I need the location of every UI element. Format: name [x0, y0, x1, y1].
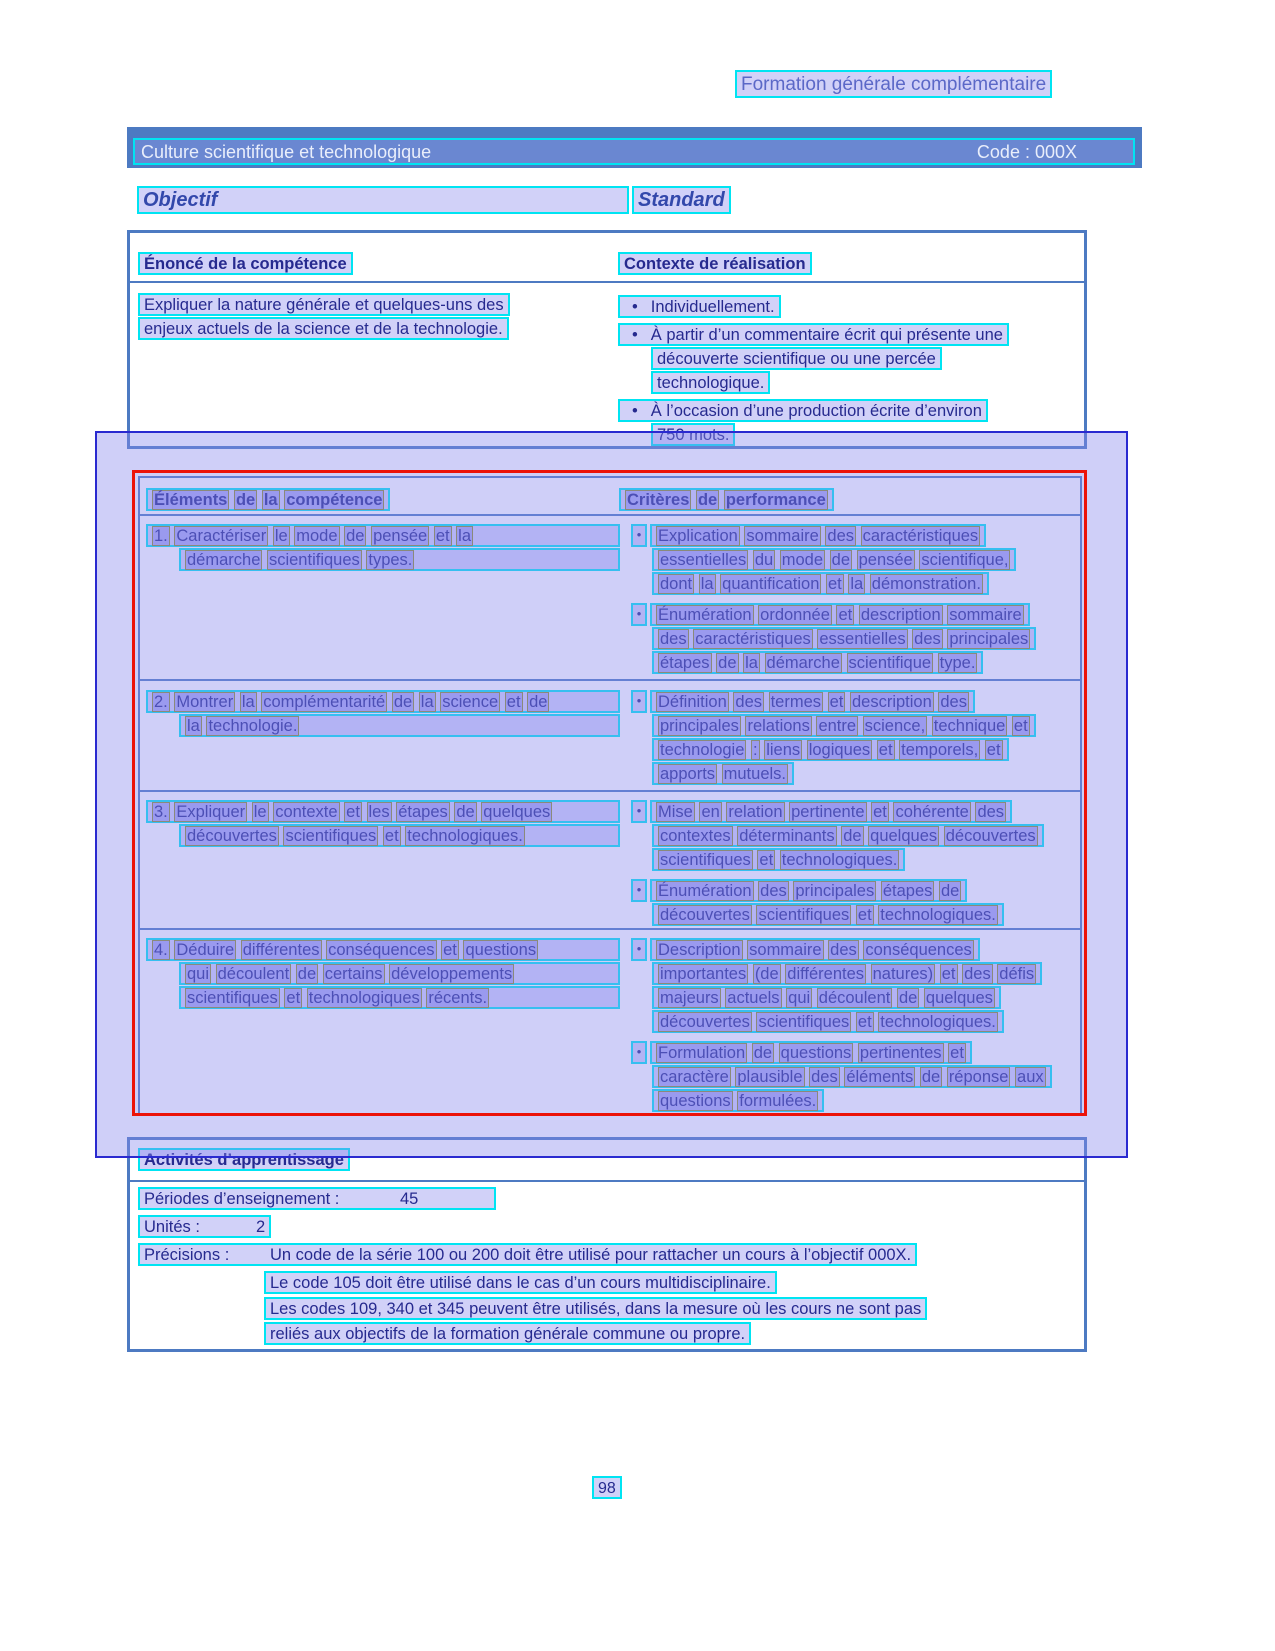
word-annotation-box: en	[701, 803, 720, 821]
word-annotation-box: mode	[296, 527, 338, 545]
word-annotation-box: caractère	[660, 1068, 729, 1086]
word-annotation-box: scientifiques	[758, 906, 850, 924]
bullet-item	[618, 399, 1009, 447]
text-line	[146, 524, 620, 547]
header-separator	[130, 1180, 1084, 1182]
word-annotation-box: différentes	[787, 965, 865, 983]
unites-value: 2	[256, 1218, 266, 1236]
word-annotation-box: de	[235, 491, 256, 509]
precisions-line: reliés aux objectifs de la formation générale commune ou propre.	[264, 1322, 751, 1345]
text-line	[652, 962, 1042, 985]
text-line	[146, 690, 620, 713]
standard-heading: Standard	[632, 186, 731, 214]
word-annotation-box: majeurs	[660, 989, 719, 1007]
text-line	[650, 603, 1030, 626]
bullet-item	[619, 524, 1036, 596]
criteres-cell	[619, 800, 1044, 927]
word-annotation-box: relations	[747, 717, 810, 735]
word-annotation-box: éléments	[846, 1068, 914, 1086]
word-annotation-box: actuels	[727, 989, 780, 1007]
text-line	[652, 548, 1016, 571]
text-line	[650, 938, 980, 961]
text-line	[179, 962, 620, 985]
word-annotation-box: quelques	[483, 803, 551, 821]
word-annotation-box: importantes	[660, 965, 747, 983]
word-annotation-box: scientifique,	[921, 551, 1009, 569]
word-annotation-box: Formulation	[658, 1044, 746, 1062]
criteres-cell	[619, 524, 1036, 675]
word-annotation-box: pensée	[373, 527, 428, 545]
word-annotation-box: découlent	[217, 965, 290, 983]
word-annotation-box: et	[1013, 717, 1028, 735]
word-annotation-box: quantification	[722, 575, 820, 593]
word-annotation-box: technologiques.	[407, 827, 523, 845]
word-annotation-box: la	[241, 693, 255, 711]
word-annotation-box: 2.	[154, 693, 168, 711]
word-annotation-box: sommaire	[746, 527, 819, 545]
bullet-dot: •	[631, 1041, 647, 1064]
word-annotation-box: technologiques.	[781, 851, 898, 869]
word-annotation-box: des	[830, 941, 857, 959]
word-annotation-box: des	[827, 527, 855, 545]
word-annotation-box: 4.	[154, 941, 168, 959]
word-annotation-box: qui	[187, 965, 210, 983]
word-annotation-box: des	[660, 630, 687, 648]
word-annotation-box: la	[263, 491, 278, 509]
text-line	[652, 1065, 1052, 1088]
word-annotation-box: mode	[781, 551, 824, 569]
word-annotation-box: différentes	[242, 941, 320, 959]
text-line	[650, 524, 986, 547]
word-annotation-box: scientifiques	[187, 989, 278, 1007]
page-number-text: 98	[592, 1476, 622, 1499]
word-annotation-box: 1.	[154, 527, 168, 545]
word-annotation-box: technologie	[660, 741, 745, 759]
word-annotation-box: des	[940, 693, 967, 711]
word-annotation-box: scientifique	[848, 654, 932, 672]
word-annotation-box: du	[754, 551, 774, 569]
text-line	[652, 1010, 1004, 1033]
word-annotation-box: termes	[770, 693, 822, 711]
word-annotation-box: de	[898, 989, 918, 1007]
word-annotation-box: description	[851, 693, 932, 711]
text-line: • Individuellement.	[618, 295, 781, 318]
word-annotation-box: entre	[818, 717, 857, 735]
word-annotation-box: quelques	[870, 827, 938, 845]
row-separator	[140, 790, 1080, 792]
text-line	[652, 762, 794, 785]
word-annotation-box: et	[384, 827, 399, 845]
word-annotation-box: 3.	[154, 803, 168, 821]
word-annotation-box: technologie.	[208, 717, 298, 735]
running-header-text: Formation générale complémentaire	[735, 70, 1052, 98]
periodes-value: 45	[400, 1190, 419, 1208]
word-annotation-box: de	[921, 1068, 941, 1086]
course-title: Culture scientifique et technologique	[141, 142, 432, 162]
word-annotation-box: et	[857, 1013, 872, 1031]
word-annotation-box: de	[393, 693, 413, 711]
activites-table	[127, 1137, 1087, 1352]
bullet-item	[619, 690, 1036, 786]
word-annotation-box: types.	[368, 551, 413, 569]
word-annotation-box: de	[529, 693, 548, 711]
column-header-contexte: Contexte de réalisation	[618, 252, 812, 275]
word-annotation-box: technologiques	[308, 989, 420, 1007]
word-annotation-box: caractéristiques	[695, 630, 811, 648]
word-annotation-box: essentielles	[660, 551, 747, 569]
page-number	[592, 1476, 622, 1499]
word-annotation-box: technique	[933, 717, 1006, 735]
elements-criteres-table	[138, 476, 1082, 1116]
element-cell	[146, 524, 620, 572]
text-line	[652, 1089, 824, 1112]
word-annotation-box: des	[811, 1068, 838, 1086]
word-annotation-box: science	[442, 693, 499, 711]
word-annotation-box: et	[443, 941, 457, 959]
word-annotation-box: Critères	[627, 491, 690, 509]
bullet-item	[619, 603, 1036, 675]
word-annotation-box: relation	[728, 803, 783, 821]
word-annotation-box: dont	[660, 575, 693, 593]
bullet-dot: •	[631, 603, 647, 626]
word-annotation-box: Définition	[658, 693, 727, 711]
text-line	[652, 824, 1044, 847]
word-annotation-box: Déduire	[176, 941, 235, 959]
precisions-line: Le code 105 doit être utilisé dans le cas d’un cours multidisciplinaire.	[264, 1271, 777, 1294]
word-annotation-box: de	[940, 882, 960, 900]
word-annotation-box: complémentarité	[263, 693, 386, 711]
word-annotation-box: des	[964, 965, 991, 983]
word-annotation-box: Caractériser	[176, 527, 267, 545]
bullet-item	[619, 1041, 1052, 1113]
word-annotation-box: Description	[658, 941, 741, 959]
word-annotation-box: et	[828, 575, 842, 593]
objectif-standard-row	[137, 186, 725, 214]
word-annotation-box: performance	[725, 491, 826, 509]
word-annotation-box: pensée	[858, 551, 913, 569]
word-annotation-box: découvertes	[660, 906, 750, 924]
word-annotation-box: de	[297, 965, 317, 983]
word-annotation-box: description	[860, 606, 941, 624]
word-annotation-box: la	[187, 717, 200, 735]
word-annotation-box: questions	[780, 1044, 852, 1062]
word-annotation-box: logiques	[808, 741, 871, 759]
bullet-item	[619, 938, 1052, 1034]
header-separator	[130, 281, 1084, 283]
word-annotation-box: récents.	[428, 989, 488, 1007]
word-annotation-box: principales	[949, 630, 1029, 648]
precisions-label: Précisions :	[144, 1246, 230, 1264]
word-annotation-box: étapes	[882, 882, 933, 900]
column-header-elements	[146, 488, 390, 511]
activites-header: Activités d’apprentissage	[138, 1148, 350, 1171]
text-line	[650, 1041, 972, 1064]
word-annotation-box: scientifiques	[660, 851, 751, 869]
bullet-dot: •	[631, 879, 647, 902]
word-annotation-box: et	[950, 1044, 964, 1062]
element-cell	[146, 938, 620, 1010]
word-annotation-box: de	[753, 1044, 773, 1062]
word-annotation-box: réponse	[948, 1068, 1009, 1086]
word-annotation-box: pertinente	[791, 803, 865, 821]
word-annotation-box: type.	[939, 654, 976, 672]
word-annotation-box: la	[700, 575, 714, 593]
word-annotation-box: la	[458, 527, 472, 545]
word-annotation-box: de	[831, 551, 850, 569]
criteres-cell	[619, 690, 1036, 786]
word-annotation-box: démarche	[187, 551, 261, 569]
word-annotation-box: caractéristiques	[862, 527, 979, 545]
word-annotation-box: science,	[864, 717, 926, 735]
word-annotation-box: conséquences	[865, 941, 972, 959]
word-annotation-box: ordonnée	[760, 606, 830, 624]
row-separator	[140, 679, 1080, 681]
competence-context-table	[127, 230, 1087, 449]
bullet-dot: •	[631, 690, 647, 713]
word-annotation-box: Éléments	[154, 491, 228, 509]
word-annotation-box: de	[346, 527, 365, 545]
word-annotation-box: Mise	[658, 803, 693, 821]
criteres-cell	[619, 938, 1052, 1113]
text-line: Expliquer la nature générale et quelques-uns des	[138, 293, 510, 316]
word-annotation-box: principales	[660, 717, 739, 735]
word-annotation-box: développements	[391, 965, 513, 983]
text-line	[179, 824, 620, 847]
word-annotation-box: Explication	[658, 527, 738, 545]
word-annotation-box: mutuels.	[723, 765, 786, 783]
activites-body	[138, 1187, 927, 1348]
word-annotation-box: des	[760, 882, 787, 900]
bullet-item	[618, 323, 1009, 395]
row-separator	[140, 928, 1080, 930]
word-annotation-box: aux	[1017, 1068, 1044, 1086]
word-annotation-box: scientifiques	[285, 827, 377, 845]
column-header-criteres	[619, 488, 834, 511]
element-cell	[146, 690, 620, 738]
word-annotation-box: principales	[795, 882, 875, 900]
word-annotation-box: et	[346, 803, 360, 821]
text-line	[652, 572, 989, 595]
word-annotation-box: des	[977, 803, 1005, 821]
text-line	[179, 714, 620, 737]
word-annotation-box: contextes	[660, 827, 731, 845]
word-annotation-box: technologiques.	[880, 1013, 996, 1031]
word-annotation-box: contexte	[275, 803, 338, 821]
word-annotation-box: certains	[324, 965, 383, 983]
text-line	[650, 690, 975, 713]
course-code: Code : 000X	[976, 142, 1077, 162]
title-band	[127, 127, 1142, 168]
word-annotation-box: technologiques.	[880, 906, 996, 924]
word-annotation-box: formulées.	[739, 1092, 817, 1110]
text-line	[146, 800, 620, 823]
word-annotation-box: le	[274, 527, 288, 545]
word-annotation-box: quelques	[925, 989, 993, 1007]
word-annotation-box: et	[435, 527, 450, 545]
word-annotation-box: temporels,	[901, 741, 979, 759]
word-annotation-box: et	[857, 906, 872, 924]
word-annotation-box: et	[829, 693, 844, 711]
word-annotation-box: plausible	[737, 1068, 803, 1086]
column-header-enonce: Énoncé de la compétence	[138, 252, 353, 275]
word-annotation-box: :	[753, 741, 758, 759]
text-line: • À partir d’un commentaire écrit qui présente une	[618, 323, 1009, 346]
unites-line	[138, 1215, 271, 1238]
bullet-dot: •	[631, 524, 647, 547]
text-line	[650, 879, 967, 902]
title-band-highlight-box	[133, 138, 1135, 165]
word-annotation-box: et	[878, 741, 893, 759]
word-annotation-box: et	[986, 741, 1001, 759]
text-line	[652, 627, 1036, 650]
word-annotation-box: essentielles	[819, 630, 906, 648]
word-annotation-box: (de	[754, 965, 779, 983]
bullet-dot: •	[631, 800, 647, 823]
word-annotation-box: défis	[999, 965, 1035, 983]
word-annotation-box: Énumération	[658, 606, 752, 624]
word-annotation-box: scientifiques	[268, 551, 360, 569]
text-line	[652, 714, 1036, 737]
text-line	[179, 986, 620, 1009]
precisions-value: Un code de la série 100 ou 200 doit être utilisé pour rattacher un cours à l’objectif 000X.	[270, 1246, 912, 1264]
word-annotation-box: de	[718, 654, 737, 672]
text-line: enjeux actuels de la science et de la technologie.	[138, 317, 509, 340]
word-annotation-box: étapes	[398, 803, 448, 821]
word-annotation-box: qui	[788, 989, 811, 1007]
word-annotation-box: conséquences	[328, 941, 435, 959]
word-annotation-box: cohérente	[895, 803, 969, 821]
word-annotation-box: étapes	[660, 654, 710, 672]
word-annotation-box: déterminants	[739, 827, 835, 845]
text-line: 750 mots.	[651, 423, 735, 446]
word-annotation-box: pertinentes	[859, 1044, 942, 1062]
periodes-line	[138, 1187, 496, 1210]
word-annotation-box: sommaire	[949, 606, 1022, 624]
text-line: technologique.	[651, 371, 770, 394]
unites-label: Unités :	[144, 1218, 200, 1236]
text-line	[652, 986, 1001, 1009]
word-annotation-box: de	[456, 803, 475, 821]
word-annotation-box: natures)	[872, 965, 934, 983]
text-line	[179, 548, 620, 571]
bullet-dot: •	[631, 938, 647, 961]
word-annotation-box: Énumération	[658, 882, 752, 900]
header-separator	[140, 514, 1080, 516]
word-annotation-box: et	[873, 803, 887, 821]
word-annotation-box: scientifiques	[758, 1013, 850, 1031]
word-annotation-box: et	[759, 851, 774, 869]
text-line: • À l’occasion d’une production écrite d’environ	[618, 399, 988, 422]
word-annotation-box: et	[286, 989, 301, 1007]
word-annotation-box: découvertes	[187, 827, 277, 845]
word-annotation-box: découvertes	[945, 827, 1036, 845]
context-bullets	[618, 295, 1009, 451]
text-line	[652, 651, 983, 674]
text-line	[650, 800, 1012, 823]
word-annotation-box: questions	[660, 1092, 731, 1110]
element-cell	[146, 800, 620, 848]
word-annotation-box: la	[745, 654, 758, 672]
word-annotation-box: et	[506, 693, 521, 711]
word-annotation-box: des	[735, 693, 762, 711]
word-annotation-box: liens	[766, 741, 801, 759]
word-annotation-box: de	[843, 827, 862, 845]
word-annotation-box: et	[941, 965, 956, 983]
periodes-label: Périodes d’enseignement :	[144, 1190, 340, 1208]
objectif-heading: Objectif	[137, 186, 629, 214]
running-header	[735, 70, 1052, 98]
word-annotation-box: démonstration.	[871, 575, 981, 593]
word-annotation-box: de	[697, 491, 718, 509]
precisions-line: Les codes 109, 340 et 345 peuvent être utilisés, dans la mesure où les cours ne sont pas	[264, 1297, 927, 1320]
word-annotation-box: apports	[660, 765, 716, 783]
word-annotation-box: la	[850, 575, 864, 593]
text-line	[652, 848, 905, 871]
word-annotation-box: la	[420, 693, 434, 711]
precisions-line	[138, 1243, 917, 1266]
word-annotation-box: compétence	[286, 491, 383, 509]
text-line	[146, 938, 620, 961]
bullet-item	[619, 800, 1044, 872]
word-annotation-box: démarche	[766, 654, 840, 672]
word-annotation-box: et	[838, 606, 853, 624]
bullet-item	[619, 879, 1044, 927]
text-line	[652, 738, 1009, 761]
word-annotation-box: des	[914, 630, 941, 648]
text-line: découverte scientifique ou une percée	[651, 347, 942, 370]
word-annotation-box: questions	[465, 941, 537, 959]
word-annotation-box: Montrer	[176, 693, 234, 711]
word-annotation-box: Expliquer	[176, 803, 246, 821]
text-line	[652, 903, 1004, 926]
word-annotation-box: découlent	[818, 989, 891, 1007]
word-annotation-box: découvertes	[660, 1013, 750, 1031]
word-annotation-box: le	[253, 803, 267, 821]
word-annotation-box: sommaire	[749, 941, 822, 959]
bullet-item	[618, 295, 1009, 319]
word-annotation-box: les	[368, 803, 390, 821]
competence-statement	[138, 293, 510, 341]
